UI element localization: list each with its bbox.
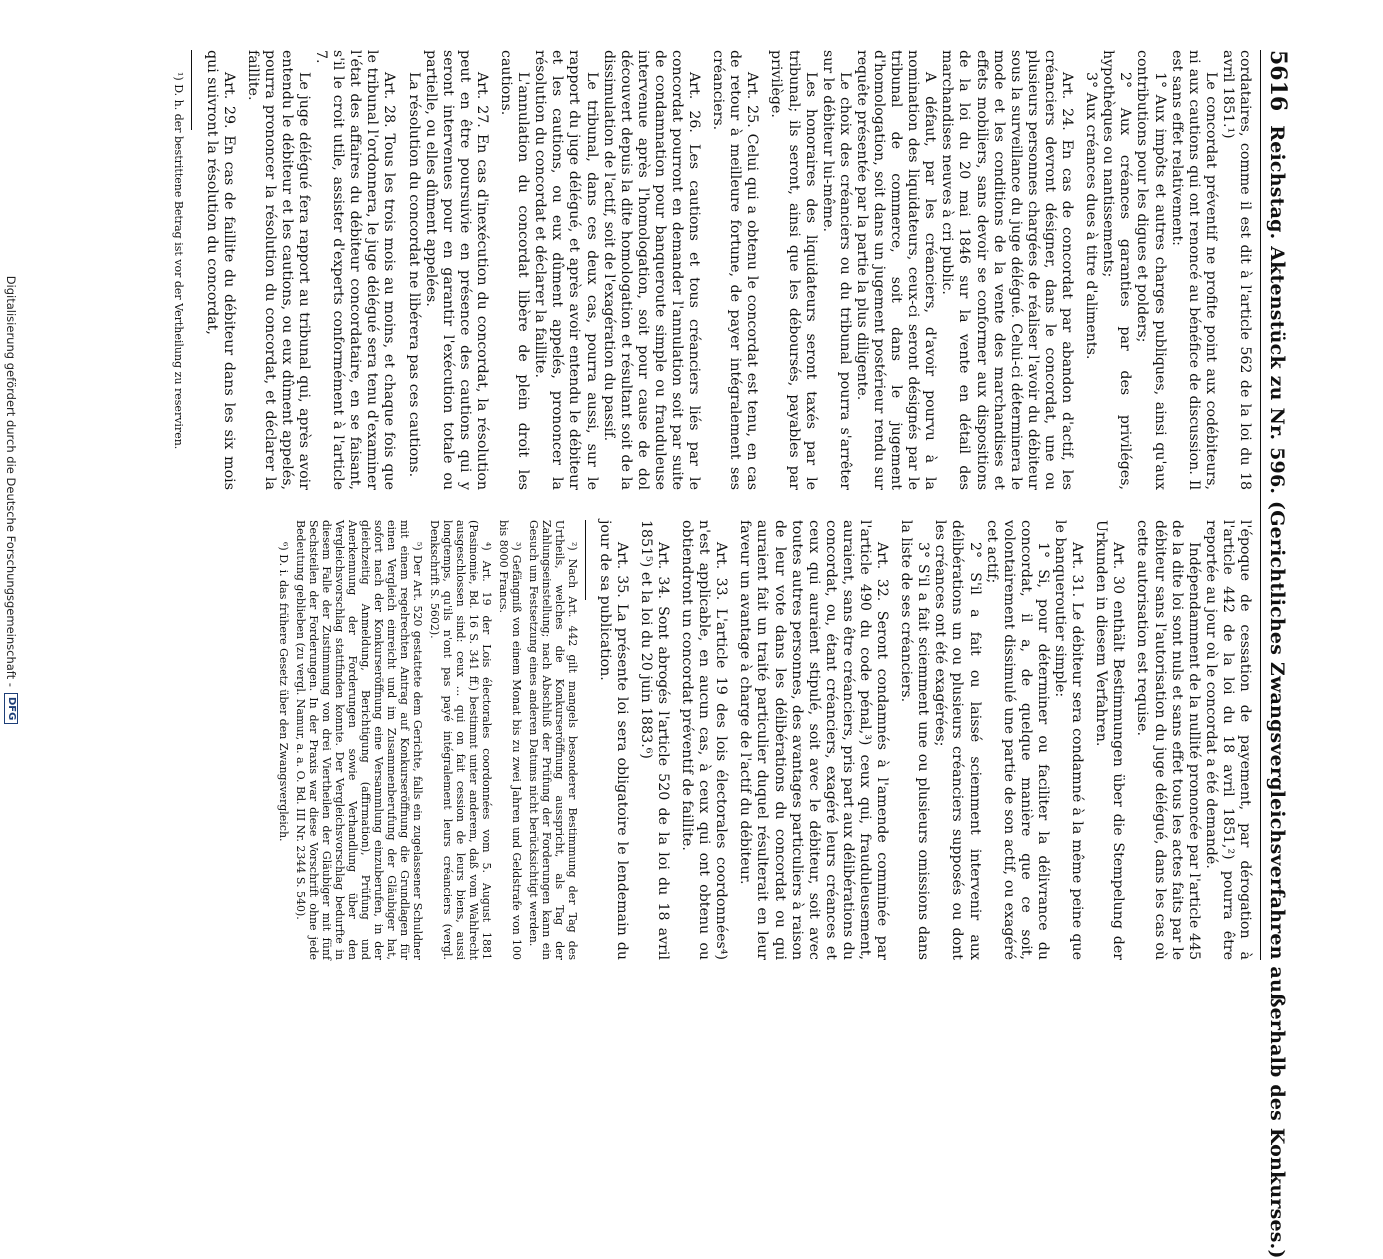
page-header <box>1260 50 1291 1259</box>
footnote-separator <box>191 50 192 130</box>
article-32: Art. 32. Seront condamnés à l'amende comminée par l'article 490 du code pénal,³) ceux qui, frauduleusement, auraient, sans être créanciers, pris part aux délibérations du concordat, ou, étant créanciers, exagéré leurs créances et ceux qui auraient stipulé, soit avec le débiteur, soit avec toutes autres personnes, des avantages particuliers à raison de leur vote dans les délibérations du concordat ou qui auraient fait un traité particulier duquel résulterait en leur faveur un avantage à charge de l'actif du débiteur. <box>737 520 891 960</box>
credit-text: Digitalisierung gefördert durch die Deutsche Forschungsgemeinschaft - <box>4 275 18 687</box>
article-26: Art. 26. Les cautions et tous créanciers liés par le concordat pourront en demander l'annulation soit par suite de condamnation pour banqueroute simple ou frauduleuse intervenue après l'homologation, soit pour cause de dol découvert depuis la dite homologation et résultant soit de la dissimulation de l'actif, soit de l'exagération du passif. <box>600 50 703 490</box>
footnote: ⁴) Art. 19 der Lois électorales coordonnées vom 5. August 1881 (Pasinomie, Bd. 16 S. 341 ff.) bestimmt unter anderem, daß vom Wahlrecht ausgeschlossen sind: ceux ... qui on fait cession de leurs biens, aussi longtemps, qu'ils n'ont pas payé intégralement leurs créanciers (vergl. Denkschrift S. 5602). <box>427 520 493 960</box>
article-24: Art. 24. En cas de concordat par abandon d'actif, les créanciers devront désigner, dans le concordat, une ou plusieurs personnes chargées de réaliser l'avoir du débiteur sous la surveillance du juge délégué. Celui-ci déterminera le mode et les conditions de la vente des marchandises et effets mobiliers, sans devoir se conformer aux dispositions de la loi du 20 mai 1846 sur la vente en détail des marchandises neuves à cri public. <box>939 50 1076 490</box>
right-column <box>277 520 1253 960</box>
left-column <box>172 50 1253 490</box>
article-28: Art. 28. Tous les trois mois au moins, et chaque fois que le tribunal l'ordonnera, le juge délégué sera tenu d'examiner l'état des affaires du débiteur concordataire, en se faisant, s'il le croit utile, assister d'experts conformément à l'article 7. <box>313 50 398 490</box>
paragraph: Le tribunal, dans ces deux cas, pourra aussi, sur le rapport du juge délégué, et après avoir entendu le débiteur et les cautions, ou eux dûment appelés, prononcer la résolution du concordat et déclarer la faillite. <box>532 50 600 490</box>
paragraph: Le choix des créanciers ou du tribunal pourra s'arrêter sur le débiteur lui-même. <box>819 50 853 490</box>
dfg-logo: DFG <box>4 693 18 724</box>
paragraph: Indépendamment de la nullité prononcée par l'article 445 de la dite loi sont nuls et sans effet tous les actes faits par le débiteur sans l'autorisation du juge délégué, dans les cas où cette autorisation est requise. <box>1134 520 1202 960</box>
article-29: Art. 29. En cas de faillite du débiteur dans les six mois qui suivront la résolution du concordat, <box>203 50 237 490</box>
paragraph: 1° Si, pour déterminer ou faciliter la délivrance du concordat, il a, de quelque manière que ce soit, volontairement dissimulé une partie de son actif, ou exagéré cet actif; <box>983 520 1051 960</box>
article-25: Art. 25. Celui qui a obtenu le concordat est tenu, en cas de retour à meilleure fortune, de payer intégralement ses créanciers. <box>710 50 761 490</box>
footnote-separator <box>585 520 586 600</box>
page-number: 5616 <box>1265 50 1291 112</box>
article-33: Art. 33. L'article 19 des lois électorales coordonnées⁴) n'est applicable, en aucun cas, à ceux qui ont obtenu ou obtiendront un concordat préventif de faillite. <box>679 520 730 960</box>
article-35: Art. 35. La présente loi sera obligatoire le lendemain du jour de sa publication. <box>596 520 630 960</box>
paragraph: 3° Aux créances dues à titre d'aliments. <box>1083 72 1100 360</box>
paragraph: La résolution du concordat ne libérera pas ces cautions. <box>405 72 422 478</box>
paragraph: 1° Aux impôts et autres charges publiques, ainsi qu'aux contributions pour les digues et polders; <box>1134 50 1168 490</box>
paragraph: 3° S'il a fait sciemment une ou plusieurs omissions dans la liste de ses créanciers. <box>898 520 932 960</box>
footnote: ²) Nach Art. 442 gilt mangels besonderer Bestimmung der Tag des Urtheils, welches die Konkurseröffnung ausspricht, als Tag der Zahlungseinstellung; nach Abschluß der Prüfung der Forderungen kann ein Gesuch um Festsetzung eines anderen Datums nicht berücksichtigt werden. <box>526 520 579 960</box>
footnote: ³) Gefängniß von einem Monat bis zu zwei Jahren und Geldstrafe von 100 bis 8000 Francs. <box>496 520 523 960</box>
paragraph: l'époque de cessation de payement, par dérogation à l'article 442 de la loi du 18 avril 1851,²) pourra être reportée au jour où le concordat a été demandé. <box>1202 520 1253 960</box>
paragraph: Les honoraires des liquidateurs seront taxés par le tribunal; ils seront, ainsi que les déboursés, payables par privilège. <box>768 50 819 490</box>
paragraph: A défaut, par les créanciers, d'avoir pourvu à la nomination des liquidateurs, ceux-ci seront désignés par le tribunal de commerce, soit dans le jugement d'homologation, soit dans un jugement postérieur rendu sur requête présentée par la partie la plus diligente. <box>853 50 939 490</box>
article-31: Art. 31. Le débiteur sera condamné à la même peine que le banqueroutier simple: <box>1052 520 1086 960</box>
paragraph: cordataires, comme il est dit à l'article 562 de la loi du 18 avril 1851.¹) <box>1219 50 1253 490</box>
paragraph: L'annulation du concordat libère de plein droit les cautions. <box>498 50 532 490</box>
paragraph: Le concordat préventif ne profite point aux codébiteurs, ni aux cautions qui ont renoncé au bénéfice de discussion. Il est sans effet relativement: <box>1168 50 1219 490</box>
digitization-credit <box>0 0 22 1000</box>
article-30: Art. 30 enthält Bestimmungen über die Stempelung der Urkunden in diesem Verfahren. <box>1093 520 1127 960</box>
paragraph: 2° Aux créances garanties par des priviléges, hypothèques ou nantissements; <box>1100 50 1134 490</box>
paragraph: 2° S'il a fait ou laissé sciemment intervenir aux délibérations un ou plusieurs créanciers supposés ou dont les créances ont été exagérées; <box>932 520 983 960</box>
footnote: ⁶) D. i. das frühere Gesetz über den Zwangsvergleich. <box>276 542 290 842</box>
running-title: Reichstag. Aktenstück zu Nr. 596. (Gerichtliches Zwangsvergleichsverfahren außerhalb des Konkurses.) <box>1266 125 1288 1259</box>
footnote: ¹) D. h. der bestrittene Betrag ist vor der Vertheilung zu reserviren. <box>172 72 186 450</box>
article-27: Art. 27. En cas d'inexécution du concordat, la résolution peut en être poursuivie en présence des cautions qui y seront intervenues pour en garantir l'exécution totale ou partielle, ou elles dûment appelées. <box>422 50 490 490</box>
article-34: Art. 34. Sont abrogés l'article 520 de la loi du 18 avril 1851⁵) et la loi du 20 juin 1883.⁶) <box>637 520 671 960</box>
footnote: ⁵) Der Art. 520 gestattete dem Gerichte, falls ein zugelassener Schuldner mit einem regelrechten Antrag auf Konkurseröffnung die Grundlagen für einen Vergleich einreicht und im Zusammenberufung der Gläubiger hat, sofort nach der Konkurseröffnung eine Versammlung einzuberufen, in der gleichzeitig Anmeldung, Berichtigung (affirmation), Prüfung und Anerkennung der Forderungen sowie Verhandlung über den Vergleichsvorschlag stattfinden konnte. Der Vergleichsvorschlag bedurfte in diesem Falle der Zustimmung von drei Viertheilen der Gläubiger mit fünf Sechsteilen der Forderungen. In der Praxis war diese Vorschrift ohne jede Bedeutung geblieben (zu vergl. Namur, a. a. O. Bd. III Nr. 2344 S. 540). <box>293 520 424 960</box>
paragraph: Le juge délégué fera rapport au tribunal qui, après avoir entendu le débiteur et les cautions, ou eux dûment appelés, pourra prononcer la résolution du concordat, et déclarer la faillite. <box>244 50 313 490</box>
